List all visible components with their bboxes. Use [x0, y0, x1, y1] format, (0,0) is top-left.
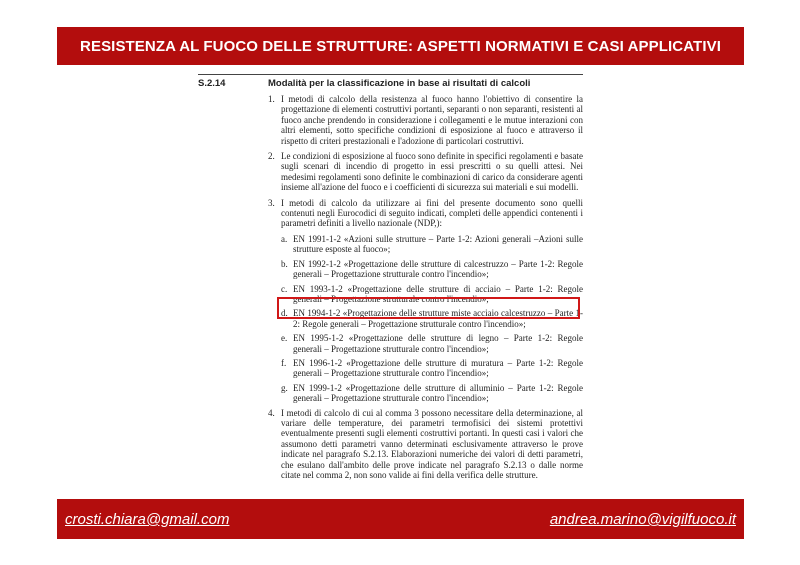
list-item — [268, 198, 583, 229]
subitem-text: EN 1999-1-2 «Progettazione delle strutture di alluminio – Parte 1-2: Regole generali – Progettazione strutturale contro l'incendio»; — [293, 382, 583, 404]
item-number: 2. — [268, 151, 275, 162]
subitem-letter: c. — [281, 283, 288, 294]
section-number: S.2.14 — [198, 78, 226, 89]
subitem-text: EN 1996-1-2 «Progettazione delle strutture di muratura – Parte 1-2: Regole generali – Progettazione strutturale contro l'incendio»; — [293, 357, 583, 379]
item-number: 4. — [268, 407, 275, 418]
subitem-text: EN 1994-1-2 «Progettazione delle strutture miste acciaio calcestruzzo – Parte 1-2: Regole generali – Progettazione strutturale contro l'incendio»; — [293, 308, 583, 329]
section-body — [268, 94, 583, 485]
subitem-letter: f. — [281, 357, 287, 368]
subitem-text: EN 1991-1-2 «Azioni sulle strutture – Parte 1-2: Azioni generali –Azioni sulle strutture esposte al fuoco»; — [293, 233, 583, 255]
item-text: Le condizioni di esposizione al fuoco sono definite in specifici regolamenti e basate sugli scenari di incendio di progetto in essi prescritti o su quelli attesi. Nei medesimi regolamenti sono definite le combinazioni di carico da considerare agenti insieme all'azione del fuoco e i coefficienti di sicurezza sui materiali e sui modelli. — [281, 151, 583, 193]
sub-list-item — [281, 234, 583, 255]
sub-list-item — [281, 383, 583, 404]
section-title: Modalità per la classificazione in base ai risultati di calcoli — [268, 78, 531, 89]
slide-header — [57, 27, 744, 65]
item-number: 3. — [268, 197, 275, 208]
item-text: I metodi di calcolo di cui al comma 3 possono necessitare della determinazione, al variare delle temperature, dei parametri termofisici dei sistemi protettivi eventualmente presenti sugli elementi costruttivi portanti. In questi casi i valori che assumono detti parametri vanno determinati esclusivamente attraverso le prove indicate nel paragrafo S.2.13. Elaborazioni numeriche dei valori di detti parametri, che esulano dall'ambito delle prove indicate nel paragrafo S.2.13 o dalle norme citate nel comma 2, non sono valide ai fini della verifica delle strutture. — [281, 407, 583, 480]
slide-footer — [57, 499, 744, 539]
subitem-letter: g. — [281, 382, 288, 393]
list-item — [268, 94, 583, 146]
subitem-text: EN 1995-1-2 «Progettazione delle strutture di legno – Parte 1-2: Regole generali – Progettazione strutturale contro l'incendio»; — [293, 333, 583, 354]
subitem-text: EN 1993-1-2 «Progettazione delle strutture di acciaio – Parte 1-2: Regole generali – Progettazione strutturale contro l'incendio»; — [293, 283, 583, 304]
right-email-link[interactable]: andrea.marino@vigilfuoco.it — [549, 511, 736, 528]
subitem-text: EN 1992-1-2 «Progettazione delle strutture di calcestruzzo – Parte 1-2: Regole generali – Progettazione strutturale contro l'incendio»; — [293, 258, 583, 280]
sub-list-item — [281, 333, 583, 354]
slide-title: RESISTENZA AL FUOCO DELLE STRUTTURE: ASPETTI NORMATIVI E CASI APPLICATIVI — [80, 37, 721, 55]
section-rule — [198, 74, 583, 75]
sub-list-item — [281, 358, 583, 379]
item-number: 1. — [268, 94, 275, 104]
document-excerpt — [198, 72, 583, 498]
subitem-letter: d. — [281, 308, 288, 319]
subitem-letter: b. — [281, 258, 288, 269]
subitem-letter: e. — [281, 333, 288, 344]
item-text: I metodi di calcolo della resistenza al fuoco hanno l'obiettivo di consentire la progettazione di elementi costruttivi portanti, separanti o non separanti, resistenti al fuoco anche prendendo in considerazione i collegamenti e le mutue interazioni con altri elementi, sotto specifiche condizioni di esposizione al fuoco e attraverso il rispetto di criteri prestazionali e l'adozione di particolari costruttivi. — [281, 94, 583, 146]
list-item — [268, 151, 583, 193]
sub-list-item — [281, 259, 583, 280]
left-email-link[interactable]: crosti.chiara@gmail.com — [65, 511, 230, 528]
highlight-box — [277, 297, 580, 319]
item-text: I metodi di calcolo da utilizzare ai fini del presente documento sono quelli contenuti negli Eurocodici di seguito indicati, completi delle appendici contenenti i parametri definiti a livello nazionale (NDP,): — [281, 197, 583, 229]
list-item — [268, 408, 583, 481]
subitem-letter: a. — [281, 233, 288, 244]
